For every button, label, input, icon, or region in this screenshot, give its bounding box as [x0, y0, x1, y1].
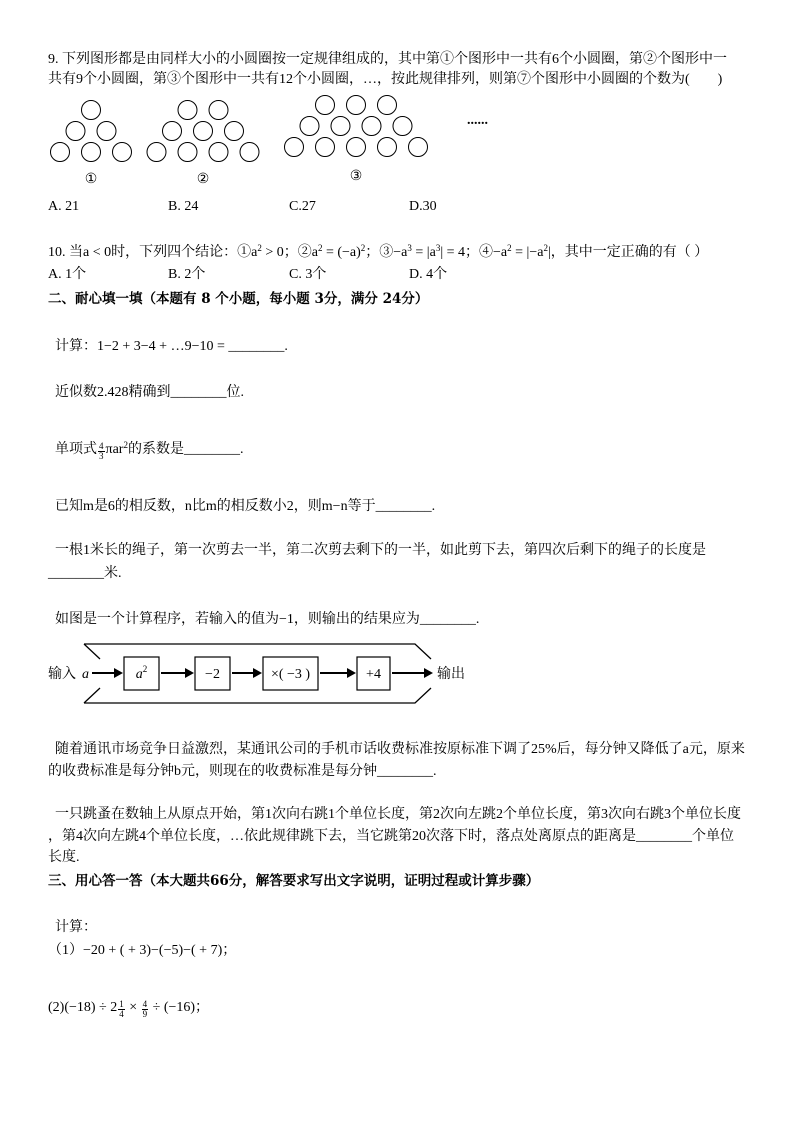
small-circle: [347, 138, 366, 157]
arrow-1-head: [114, 668, 123, 678]
program-frame-left-bottom: [84, 688, 100, 703]
figure-label: ②: [196, 172, 210, 187]
arrow-3-head: [253, 668, 262, 678]
section-3-heading: 三、用心答一答（本大题共66分，解答要求写出文字说明，证明过程或计算步骤）: [48, 873, 540, 889]
fraction: [118, 1000, 125, 1019]
fill-question-program: 如图是一个计算程序，若输入的值为−1，则输出的结果应为________.: [55, 612, 480, 627]
small-circle: [362, 117, 381, 136]
arrow-5-head: [424, 668, 433, 678]
q10-stem: 10. 当a < 0时，下列四个结论：$①a^2 > 0$；$②a^2 = (-a)^2$；$③-a^3 = |a^3| = 4$；$④-a^2 = |-a^2|$，其中一定正确的有（ ）: [48, 243, 709, 260]
figure-label: ①: [84, 172, 98, 187]
program-frame-left-top: [84, 644, 100, 659]
fraction-denominator: 3: [99, 451, 104, 461]
q9-option-d: D.30: [409, 199, 437, 214]
arrow-4-head: [347, 668, 356, 678]
superscript: 3: [435, 243, 441, 253]
calculation-item-2: (2)(−18) ÷ 2 $\frac{1}{4}$ × $\frac{4}{9}$ ÷ (−16)；: [48, 999, 210, 1019]
pattern-figure-3: [285, 96, 428, 185]
small-circle: [240, 143, 259, 162]
fraction-denominator: 4: [119, 1009, 124, 1019]
fraction: [142, 1000, 149, 1019]
step-multiply-label: ×( −3 ): [270, 667, 311, 682]
fraction: [98, 442, 105, 461]
q9-stem-line-2: 共有9个小圆圈，第③个图形中一共有12个小圆圈，…，按此规律排列，则第⑦个图形中小圆圈的个数为( ): [48, 72, 723, 87]
step-square-base: a: [135, 667, 143, 682]
step-plus-label: +4: [366, 667, 381, 682]
fraction-numerator: 4: [99, 441, 104, 451]
small-circle: [409, 138, 428, 157]
superscript: 2: [317, 243, 323, 253]
small-circle: [178, 143, 197, 162]
section-2-heading: 二、耐心填一填（本题有 8 个小题，每小题 3分，满分 24分）: [48, 291, 429, 307]
q9-stem-line-1: 9. 下列图形都是由同样大小的小圆圈按一定规律组成的，其中第①个图形中一共有6个小圆圈，第②个图形中一: [48, 52, 727, 67]
q9-option-c: C.27: [289, 199, 316, 214]
fill-question-rope-line-2: ________米.: [48, 566, 122, 581]
small-circle: [163, 122, 182, 141]
small-circle: [285, 138, 304, 157]
small-circle: [66, 122, 85, 141]
program-input-label: 输入: [48, 667, 76, 682]
fill-question-flea-line-3: 长度.: [48, 850, 80, 865]
small-circle: [347, 96, 366, 115]
pattern-figure-2: [147, 101, 259, 188]
fill-question-phone-line-1: 随着通讯市场竞争日益激烈，某通讯公司的手机市话收费标准按原标准下调了25%后，每分钟又降低了a元，原来: [55, 742, 745, 757]
fraction-numerator: 4: [142, 999, 148, 1009]
circle-pattern-figures: [0, 90, 560, 195]
small-circle: [82, 143, 101, 162]
q10-option-d: D. 4个: [409, 267, 448, 282]
figure-label: ③: [349, 169, 363, 184]
calculation-item-1: （1）−20 + ( + 3)−(−5)−( + 7)；: [48, 943, 237, 958]
small-circle: [300, 117, 319, 136]
fill-question-opposite: 已知m是6的相反数，n比m的相反数小2，则m−n等于________.: [55, 499, 436, 514]
superscript: 2: [257, 243, 262, 253]
calculation-program-diagram: [30, 630, 490, 715]
small-circle: [51, 143, 70, 162]
small-circle: [113, 143, 132, 162]
program-output-label: 输出: [437, 667, 465, 682]
calculation-label: 计算：: [55, 920, 97, 935]
program-input-variable: a: [82, 667, 89, 682]
small-circle: [97, 122, 116, 141]
pattern-ellipsis: ......: [467, 113, 488, 128]
superscript: 2: [543, 243, 548, 253]
small-circle: [331, 117, 350, 136]
fill-question-sum: 计算：1−2 + 3−4 + …9−10 = ________.: [55, 339, 288, 354]
small-circle: [393, 117, 412, 136]
small-circle: [378, 96, 397, 115]
superscript: 3: [407, 243, 412, 253]
step-minus-label: −2: [205, 667, 220, 682]
small-circle: [209, 143, 228, 162]
small-circle: [82, 101, 101, 120]
small-circle: [194, 122, 213, 141]
q9-option-b: B. 24: [168, 199, 199, 214]
small-circle: [225, 122, 244, 141]
fill-question-rope-line-1: 一根1米长的绳子，第一次剪去一半，第二次剪去剩下的一半，如此剪下去，第四次后剩下的绳子的长度是: [55, 543, 706, 558]
q10-option-c: C. 3个: [289, 267, 327, 282]
step-square-exponent: 2: [142, 664, 148, 674]
q10-option-a: A. 1个: [48, 267, 87, 282]
fraction-numerator: 1: [119, 999, 124, 1009]
small-circle: [378, 138, 397, 157]
small-circle: [209, 101, 228, 120]
fill-question-monomial: 单项式 $\frac{4}{3}$ πar$^2$的系数是________.: [55, 440, 244, 461]
figure-group: [51, 96, 428, 188]
arrow-2-head: [185, 668, 194, 678]
small-circle: [147, 143, 166, 162]
superscript: 2: [507, 243, 512, 253]
superscript: 2: [123, 440, 128, 450]
q10-option-b: B. 2个: [168, 267, 206, 282]
pattern-figure-1: [51, 101, 132, 188]
fill-question-flea-line-1: 一只跳蚤在数轴上从原点开始，第1次向右跳1个单位长度，第2次向左跳2个单位长度，第3次向右跳3个单位长度: [55, 807, 741, 822]
superscript: 2: [360, 243, 366, 253]
fill-question-phone-line-2: 的收费标准是每分钟b元，则现在的收费标准是每分钟________.: [48, 764, 437, 779]
small-circle: [316, 138, 335, 157]
q9-option-a: A. 21: [48, 199, 80, 214]
fill-question-flea-line-2: ，第4次向左跳4个单位长度，…依此规律跳下去，当它跳第20次落下时，落点处离原点的距离是________个单位: [48, 829, 734, 844]
fill-question-approximation: 近似数2.428精确到________位.: [55, 385, 244, 400]
small-circle: [178, 101, 197, 120]
small-circle: [316, 96, 335, 115]
fraction-denominator: 9: [142, 1009, 148, 1019]
